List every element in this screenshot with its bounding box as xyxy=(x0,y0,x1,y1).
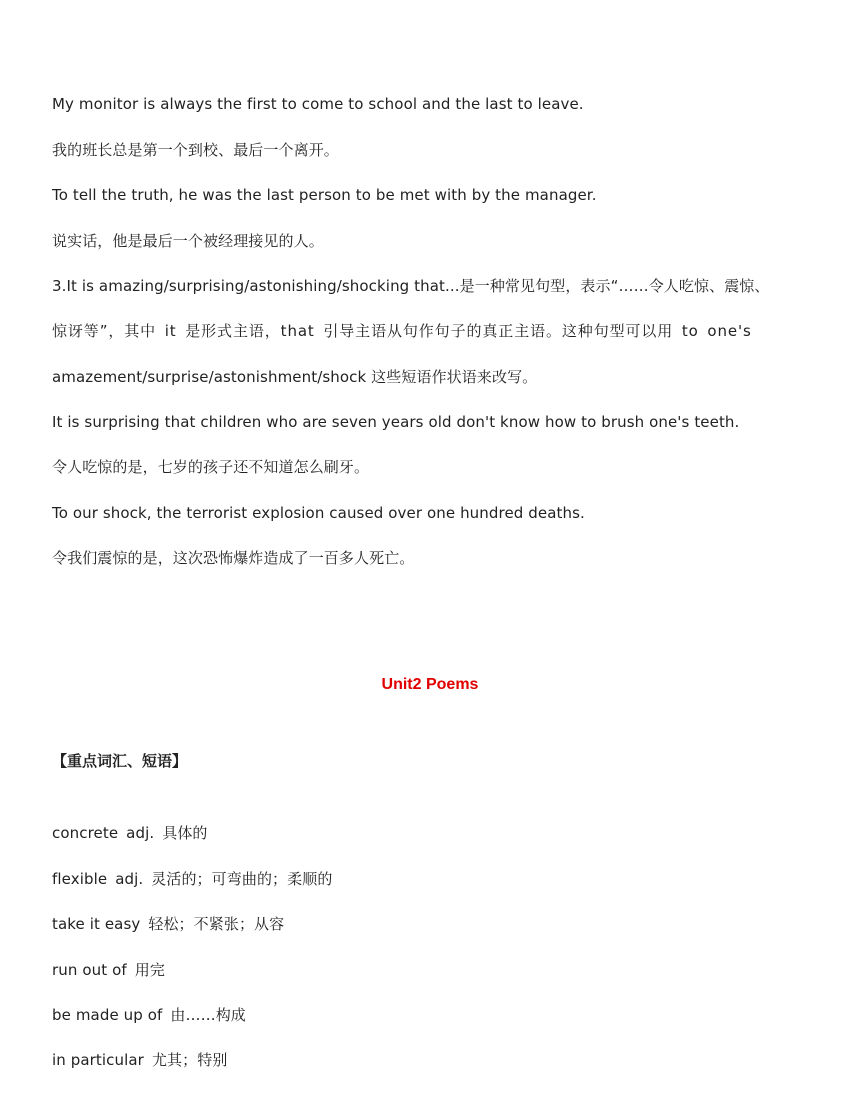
example-sentence-en: To tell the truth, he was the last person to be met with by the manager. xyxy=(52,186,597,204)
vocab-term: in particular xyxy=(52,1051,144,1069)
vocab-meaning: 灵活的；可弯曲的；柔顺的 xyxy=(151,870,333,888)
example-sentence-en: My monitor is always the first to come to school and the last to leave. xyxy=(52,95,584,113)
unit-title: Unit2 Poems xyxy=(381,676,479,693)
vocab-term: flexible xyxy=(52,870,108,888)
vocab-meaning: 用完 xyxy=(134,961,165,979)
vocab-term: run out of xyxy=(52,961,127,979)
vocab-meaning: 轻松；不紧张；从容 xyxy=(148,915,285,933)
grammar-note-line: 惊讶等”，其中 it 是形式主语，that 引导主语从句作句子的真正主语。这种句型可以用 to one's xyxy=(52,322,752,340)
vocab-term: be made up of xyxy=(52,1006,163,1024)
grammar-note-line: amazement/surprise/astonishment/shock 这些短语作状语来改写。 xyxy=(52,368,538,386)
example-sentence-zh: 令人吃惊的是，七岁的孩子还不知道怎么刷牙。 xyxy=(52,458,370,476)
vocab-meaning: 尤其；特别 xyxy=(151,1051,228,1069)
vocab-item xyxy=(52,960,165,980)
vocab-item xyxy=(52,1005,246,1025)
section-heading: 【重点词汇、短语】 xyxy=(52,752,188,770)
example-sentence-zh: 令我们震惊的是，这次恐怖爆炸造成了一百多人死亡。 xyxy=(52,549,415,567)
vocab-item xyxy=(52,869,332,889)
vocab-item xyxy=(52,1050,227,1070)
vocab-item xyxy=(52,914,284,934)
vocab-term: take it easy xyxy=(52,915,141,933)
vocab-item xyxy=(52,823,208,843)
example-sentence-en: It is surprising that children who are seven years old don't know how to brush one's teeth. xyxy=(52,413,740,431)
grammar-note-line: 3.It is amazing/surprising/astonishing/shocking that...是一种常见句型，表示“……令人吃惊、震惊、 xyxy=(52,277,770,295)
vocab-meaning: 具体的 xyxy=(162,824,208,842)
vocab-pos: adj. xyxy=(126,824,155,842)
vocab-pos: adj. xyxy=(115,870,144,888)
example-sentence-en: To our shock, the terrorist explosion caused over one hundred deaths. xyxy=(52,504,585,522)
vocab-meaning: 由……构成 xyxy=(170,1006,246,1024)
vocab-term: concrete xyxy=(52,824,119,842)
example-sentence-zh: 说实话，他是最后一个被经理接见的人。 xyxy=(52,232,324,250)
example-sentence-zh: 我的班长总是第一个到校、最后一个离开。 xyxy=(52,141,339,159)
